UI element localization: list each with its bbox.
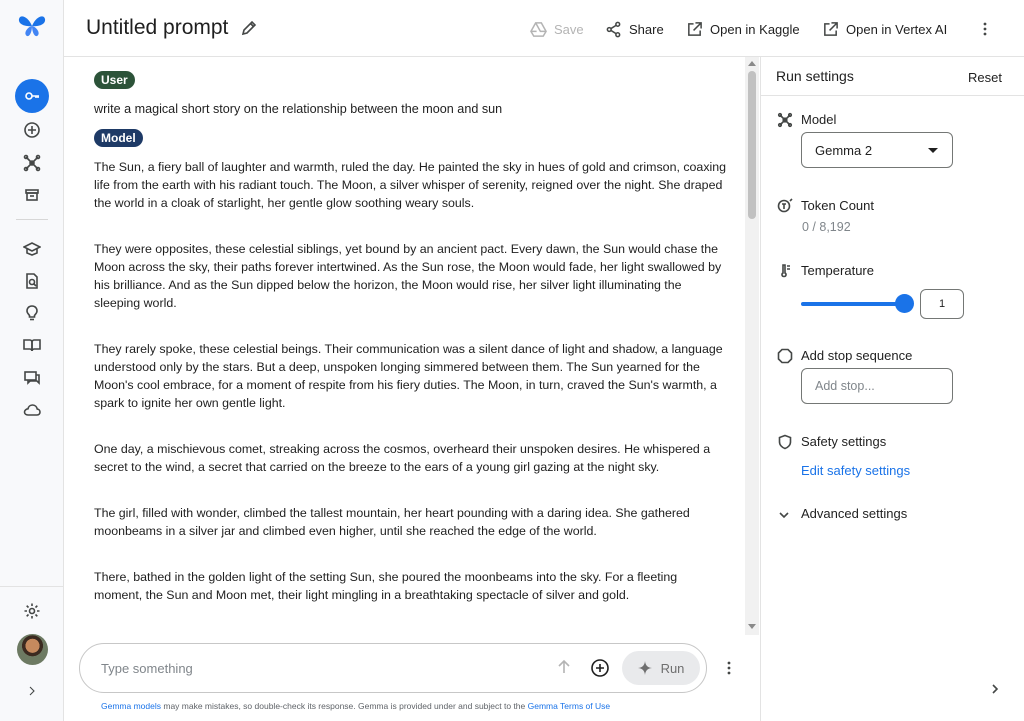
- key-icon[interactable]: [15, 79, 49, 113]
- response-paragraph: The Sun, a fiery ball of laughter and warmth, ruled the day. He painted the sky in hues of gold and crimson, coaxing life from the earth with his radiant touch. The Moon, a silver whisper of serenity, reigned over the night. She draped the world in a cloak of starlight, her gentle glow soothing weary souls.: [94, 160, 727, 210]
- scroll-thumb[interactable]: [748, 71, 756, 219]
- chat-area: [64, 57, 760, 635]
- response-paragraph: The girl, filled with wonder, climbed the tallest mountain, her heart pounding with a daring idea. She gathered moonbeams in a silver jar and climbed even higher, until she reached the edge of the world.: [94, 506, 690, 538]
- model-icon: [777, 112, 793, 128]
- school-icon[interactable]: [20, 237, 44, 261]
- response-paragraph: There, bathed in the golden light of the setting Sun, she poured the moonbeams into the sky. For a fleeting moment, the Sun and Moon met, their light mingling in a breathtaking spectacle of silver and gold.: [94, 570, 678, 602]
- temperature-label: Temperature: [801, 263, 874, 278]
- rail-bottom-divider: [0, 586, 64, 587]
- book-icon[interactable]: [20, 333, 44, 357]
- kaggle-label: Open in Kaggle: [710, 21, 800, 37]
- model-label: Model: [801, 112, 837, 127]
- model-role-badge: Model: [94, 129, 143, 147]
- open-in-kaggle-button[interactable]: [686, 18, 800, 40]
- arrow-up-icon[interactable]: [555, 658, 573, 676]
- vertex-label: Open in Vertex AI: [846, 21, 948, 37]
- add-media-icon[interactable]: [590, 658, 610, 678]
- terms-link[interactable]: Gemma Terms of Use: [527, 701, 611, 711]
- edit-title-icon[interactable]: [240, 19, 258, 37]
- edit-safety-settings-link[interactable]: Edit safety settings: [801, 463, 911, 478]
- dropdown-arrow-icon: [928, 148, 938, 153]
- response-paragraph: They were opposites, these celestial siblings, yet bound by an ancient pact. Every dawn, the Sun would chase the Moon across the sky, their paths forever intertwined. As the Sun rose, the Moon would fade, her light swallowed by his brilliance. And as the Sun dipped below the horizon, the Moon would rise, her silver light illuminating the sleeping world.: [94, 242, 722, 310]
- drive-icon: [530, 21, 547, 38]
- temperature-slider-thumb[interactable]: [895, 294, 914, 313]
- user-role-badge: User: [94, 71, 135, 89]
- chat-icon[interactable]: [20, 366, 44, 390]
- avatar[interactable]: [17, 634, 48, 665]
- token-count-label: Token Count: [801, 198, 874, 213]
- sparkle-icon: [638, 661, 652, 675]
- page-title: Untitled prompt: [86, 16, 229, 39]
- rail-divider: [16, 219, 48, 220]
- user-prompt: write a magical short story on the relationship between the moon and sun: [94, 102, 503, 116]
- panel-header: [761, 57, 1024, 96]
- prompt-placeholder: Type something: [101, 661, 193, 676]
- more-options-icon[interactable]: [975, 18, 995, 40]
- stop-sequence-placeholder: Add stop...: [815, 379, 875, 393]
- panel-title: Run settings: [776, 68, 854, 84]
- stop-sequence-label: Add stop sequence: [801, 348, 913, 363]
- response-paragraph: One day, a mischievous comet, streaking across the cosmos, overheard their unspoken desires. He whispered a secret to the wind, a secret that carried on the breeze to the ears of a young girl gazing at the night sky.: [94, 442, 711, 474]
- chat-scrollbar[interactable]: [745, 57, 759, 635]
- run-label: Run: [660, 660, 685, 676]
- archive-icon[interactable]: [20, 183, 44, 207]
- cloud-icon[interactable]: [20, 398, 44, 422]
- input-more-icon[interactable]: [720, 658, 738, 678]
- share-icon: [605, 21, 622, 38]
- gemma-models-link[interactable]: Gemma models: [101, 701, 161, 711]
- collapse-panel-icon[interactable]: [989, 683, 1001, 695]
- header-bar: [64, 0, 1024, 57]
- open-in-new-icon: [686, 21, 703, 38]
- settings-icon[interactable]: [20, 599, 44, 623]
- model-select[interactable]: [801, 132, 953, 168]
- scroll-down-icon[interactable]: [748, 624, 756, 629]
- disclaimer-text: may make mistakes, so double-check its response. Gemma is provided under and subject to the: [161, 701, 528, 711]
- stop-sequence-input[interactable]: [801, 368, 953, 404]
- save-button[interactable]: [530, 18, 584, 40]
- prompt-input[interactable]: [79, 643, 707, 693]
- open-in-new-icon: [822, 21, 839, 38]
- response-paragraph: They rarely spoke, these celestial beings. Their communication was a silent dance of light and shadow, a language understood only by the stars. But a deep, unspoken longing simmered between them. The Sun yearned for the Moon's cool embrace, for a moment of respite from his fiery duties. The Moon, in turn, craved the Sun's warmth, a spark to ignite her own gentle light.: [94, 342, 723, 410]
- thermometer-icon: [777, 263, 793, 279]
- share-button[interactable]: [605, 18, 664, 40]
- expand-rail-icon[interactable]: [20, 679, 44, 703]
- model-value: Gemma 2: [815, 143, 873, 158]
- share-label: Share: [629, 21, 664, 37]
- open-in-vertex-button[interactable]: [822, 18, 947, 40]
- safety-settings-label: Safety settings: [801, 434, 887, 449]
- reset-button[interactable]: Reset: [968, 70, 1002, 85]
- chevron-down-icon[interactable]: [778, 509, 790, 521]
- add-circle-icon[interactable]: [20, 118, 44, 142]
- octagon-icon: [777, 348, 793, 364]
- run-button[interactable]: [622, 651, 700, 685]
- shield-icon: [777, 434, 793, 450]
- app-logo-icon[interactable]: [18, 14, 46, 38]
- disclaimer: [101, 701, 610, 711]
- run-settings-panel: [760, 57, 1024, 721]
- scroll-up-icon[interactable]: [748, 61, 756, 66]
- save-label: Save: [554, 21, 584, 37]
- lightbulb-icon[interactable]: [20, 301, 44, 325]
- token-count-value: 0 / 8,192: [802, 220, 851, 234]
- advanced-settings-toggle[interactable]: Advanced settings: [801, 506, 908, 521]
- temperature-slider-track[interactable]: [801, 302, 905, 306]
- temperature-input[interactable]: 1: [920, 289, 964, 319]
- model-icon[interactable]: [20, 151, 44, 175]
- token-icon: [777, 198, 793, 214]
- left-rail: [0, 0, 64, 721]
- search-doc-icon[interactable]: [20, 269, 44, 293]
